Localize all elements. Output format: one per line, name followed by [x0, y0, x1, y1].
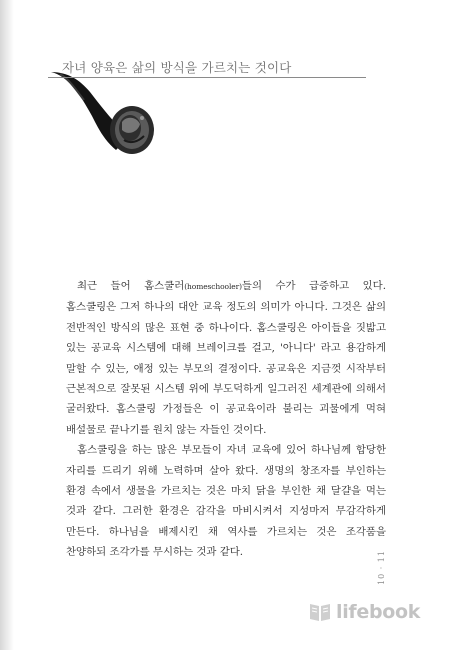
paragraph-1-rest: 들의 수가 급증하고 있다. 홈스쿨링은 그저 하나의 대안 교육 정도의 의미가 아니다. 그것은 삶의 전반적인 방식의 많은 표현 중 하나이다. 홈스쿨링은 아이들을 짓밟고 있는 공교육 시스템에 대해 브레이크를 걸고, '아니다' 라고 용감하게 말할 수 있는, 애정 있는 부모의 결정이다. 공교육은 지금껏 시작부터 근본적으로 잘못된 시스템 위에 부도덕하게 일그러진 세계관에 의해서 굴러왔다. 홈스쿨링 가정들은 이 공교육이라 불리는 괴물에게 먹혀 배설물로 끝나기를 원치 않는 자들인 것이다.	[66, 280, 386, 436]
watermark-text: lifebook	[336, 601, 421, 623]
page-gutter-shadow	[0, 0, 14, 650]
page-number: 10 · 11	[377, 550, 386, 585]
paragraph-1-start: 최근 들어 홈스쿨러	[77, 280, 185, 292]
title-divider	[48, 77, 366, 78]
watermark	[308, 600, 420, 624]
paragraph-2: 홈스쿨링을 하는 많은 부모들이 자녀 교육에 있어 하나님께 합당한 자리를 드리기 위해 노력하며 살아 왔다. 생명의 창조자를 부인하는 환경 속에서 생물을 가르치는 것은 마치 닭을 부인한 채 달걀을 먹는 것과 같다. 그러한 환경은 감각을 마비시켜서 지성마저 무감각하게 만든다. 하나님을 배제시킨 채 역사를 가르치는 것은 조각품을 찬양하되 조각가를 무시하는 것과 같다.	[66, 444, 386, 559]
book-icon	[308, 600, 332, 624]
chapter-title: 자녀 양육은 삶의 방식을 가르치는 것이다	[62, 60, 292, 75]
paragraph-1	[66, 276, 386, 440]
english-term: (homeschooler)	[184, 282, 242, 291]
wheel-illustration	[46, 70, 186, 170]
body-text	[66, 276, 386, 563]
